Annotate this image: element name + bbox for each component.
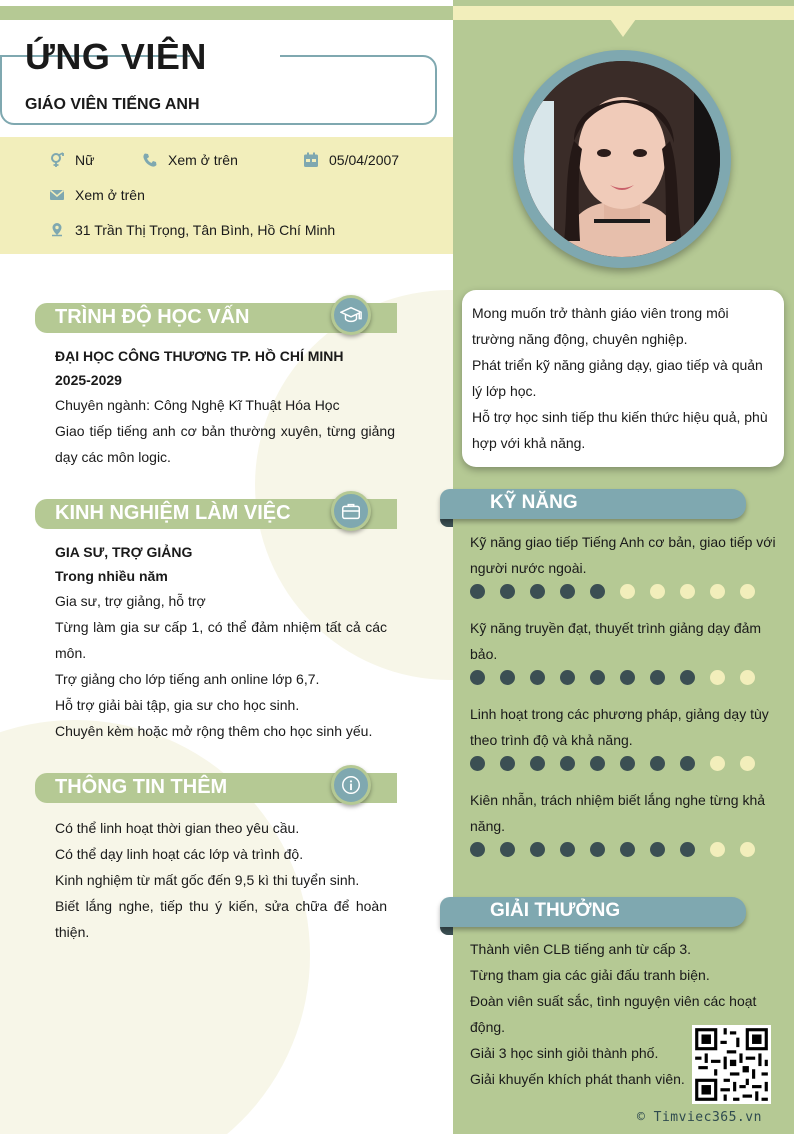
avatar [513, 50, 731, 268]
objective-line: Mong muốn trở thành giáo viên trong môi trường năng động, chuyên nghiệp. [472, 305, 729, 347]
skill-rating [470, 584, 770, 599]
rating-dot-filled [500, 756, 515, 771]
birthday-value: 05/04/2007 [329, 152, 400, 168]
location-pin-icon [49, 222, 65, 238]
experience-line: Gia sư, trợ giảng, hỗ trợ [55, 593, 206, 609]
experience-role: GIA SƯ, TRỢ GIẢNG [55, 544, 193, 560]
rating-dot-filled [530, 756, 545, 771]
briefcase-icon [340, 500, 362, 522]
rating-dot-filled [650, 756, 665, 771]
skill-label: Kiên nhẫn, trách nhiệm biết lắng nghe từng khả năng. [470, 792, 766, 834]
gender-icon [49, 152, 65, 168]
rating-dot-filled [590, 670, 605, 685]
rating-dot-filled [680, 756, 695, 771]
award-line: Từng tham gia các giải đấu tranh biện. [470, 967, 710, 983]
education-heading: TRÌNH ĐỘ HỌC VẤN [55, 306, 250, 328]
rating-dot-empty [740, 756, 755, 771]
career-objective [462, 290, 784, 467]
rating-dot-empty [710, 756, 725, 771]
rating-dot-empty [710, 842, 725, 857]
rating-dot-empty [650, 584, 665, 599]
envelope-icon [49, 187, 65, 203]
contact-birthday [303, 152, 399, 168]
rating-dot-filled [470, 756, 485, 771]
rating-dot-empty [710, 584, 725, 599]
rating-dot-filled [530, 584, 545, 599]
experience-header [35, 499, 397, 529]
experience-heading: KINH NGHIỆM LÀM VIỆC [55, 502, 291, 524]
qr-code [692, 1025, 771, 1104]
rating-dot-empty [740, 670, 755, 685]
rating-dot-empty [740, 842, 755, 857]
award-line: Thành viên CLB tiếng anh từ cấp 3. [470, 941, 692, 957]
rating-dot-filled [650, 842, 665, 857]
info-icon [340, 774, 362, 796]
rating-dot-filled [680, 842, 695, 857]
avatar-photo [524, 61, 720, 257]
skill-label: Kỹ năng truyền đạt, thuyết trình giảng dạy đảm bảo. [470, 620, 762, 662]
award-line: Giải khuyến khích phát thanh viên. [470, 1071, 685, 1087]
top-accent-bar-left [0, 6, 453, 20]
rating-dot-filled [500, 842, 515, 857]
rating-dot-filled [560, 584, 575, 599]
award-line: Đoàn viên suất sắc, tình nguyện viên các hoạt động. [470, 993, 757, 1035]
experience-line: Trợ giảng cho lớp tiếng anh online lớp 6,7. [55, 671, 320, 687]
awards-heading: GIẢI THƯỞNG [490, 900, 621, 921]
top-notch [610, 19, 636, 37]
contact-address [49, 222, 335, 238]
graduation-cap-icon [340, 304, 362, 326]
skill-rating [470, 842, 770, 857]
rating-dot-filled [620, 670, 635, 685]
contact-gender [49, 152, 94, 168]
top-accent-bar-right [453, 6, 794, 20]
candidate-name: ỨNG VIÊN [25, 36, 207, 77]
experience-content [55, 540, 387, 744]
rating-dot-filled [470, 584, 485, 599]
phone-icon [142, 152, 158, 168]
education-icon-badge [331, 295, 371, 335]
rating-dot-filled [590, 842, 605, 857]
rating-dot-filled [620, 842, 635, 857]
rating-dot-filled [590, 584, 605, 599]
address-value: 31 Trần Thị Trọng, Tân Bình, Hồ Chí Minh [75, 222, 336, 238]
extra-info-header [35, 773, 397, 803]
skills-heading: KỸ NĂNG [490, 492, 578, 513]
experience-line: Chuyên kèm hoặc mở rộng thêm cho học sinh yếu. [55, 723, 373, 739]
extra-info-line: Có thể dạy linh hoạt các lớp và trình độ. [55, 846, 304, 862]
extra-info-line: Có thể linh hoạt thời gian theo yêu cầu. [55, 820, 300, 836]
rating-dot-filled [470, 842, 485, 857]
gender-value: Nữ [75, 152, 95, 168]
rating-dot-filled [500, 584, 515, 599]
footer-copyright: © Timviec365.vn [637, 1110, 762, 1125]
skill-rating [470, 670, 770, 685]
rating-dot-filled [560, 842, 575, 857]
rating-dot-empty [620, 584, 635, 599]
education-header [35, 303, 397, 333]
skill-rating [470, 756, 770, 771]
rating-dot-filled [530, 842, 545, 857]
education-content [55, 344, 395, 470]
rating-dot-filled [590, 756, 605, 771]
objective-line: Hỗ trợ học sinh tiếp thu kiến thức hiệu quả, phù hợp với khả năng. [472, 409, 768, 451]
awards-header-fold [440, 926, 453, 935]
extra-info-content [55, 815, 387, 945]
phone-value: Xem ở trên [168, 152, 238, 168]
rating-dot-filled [560, 670, 575, 685]
award-line: Giải 3 học sinh giỏi thành phố. [470, 1045, 659, 1061]
skill-label: Kỹ năng giao tiếp Tiếng Anh cơ bản, giao tiếp với người nước ngoài. [470, 534, 776, 576]
calendar-icon [303, 152, 319, 168]
rating-dot-filled [650, 670, 665, 685]
education-line: Giao tiếp tiếng anh cơ bản thường xuyên, từng giảng dạy các môn logic. [55, 423, 395, 465]
rating-dot-empty [680, 584, 695, 599]
experience-line: Từng làm gia sư cấp 1, có thể đảm nhiệm tất cả các môn. [55, 619, 387, 661]
experience-line: Hỗ trợ giải bài tập, gia sư cho học sinh. [55, 697, 300, 713]
education-period: 2025-2029 [55, 372, 122, 388]
avatar-portrait [524, 61, 720, 257]
rating-dot-filled [470, 670, 485, 685]
job-title: GIÁO VIÊN TIẾNG ANH [25, 96, 200, 113]
contact-phone [142, 152, 238, 168]
rating-dot-filled [500, 670, 515, 685]
rating-dot-empty [740, 584, 755, 599]
education-line: Chuyên ngành: Công Nghệ Kĩ Thuật Hóa Học [55, 397, 340, 413]
rating-dot-filled [560, 756, 575, 771]
extra-info-line: Kinh nghiệm từ mất gốc đến 9,5 kì thi tuyển sinh. [55, 872, 360, 888]
skill-label: Linh hoạt trong các phương pháp, giảng dạy tùy theo trình độ và khả năng. [470, 706, 769, 748]
rating-dot-filled [530, 670, 545, 685]
experience-icon-badge [331, 491, 371, 531]
objective-line: Phát triển kỹ năng giảng dạy, giao tiếp và quản lý lớp học. [472, 357, 763, 399]
extra-info-line: Biết lắng nghe, tiếp thu ý kiến, sửa chữa để hoàn thiện. [55, 898, 387, 940]
extra-info-icon-badge [331, 765, 371, 805]
skills-header [440, 489, 746, 519]
education-school: ĐẠI HỌC CÔNG THƯƠNG TP. HỒ CHÍ MINH [55, 348, 344, 364]
awards-header [440, 897, 746, 927]
extra-info-heading: THÔNG TIN THÊM [55, 776, 228, 798]
rating-dot-filled [620, 756, 635, 771]
email-value: Xem ở trên [75, 187, 145, 203]
rating-dot-filled [680, 670, 695, 685]
experience-duration: Trong nhiều năm [55, 568, 168, 584]
rating-dot-empty [710, 670, 725, 685]
contact-email [49, 187, 145, 203]
